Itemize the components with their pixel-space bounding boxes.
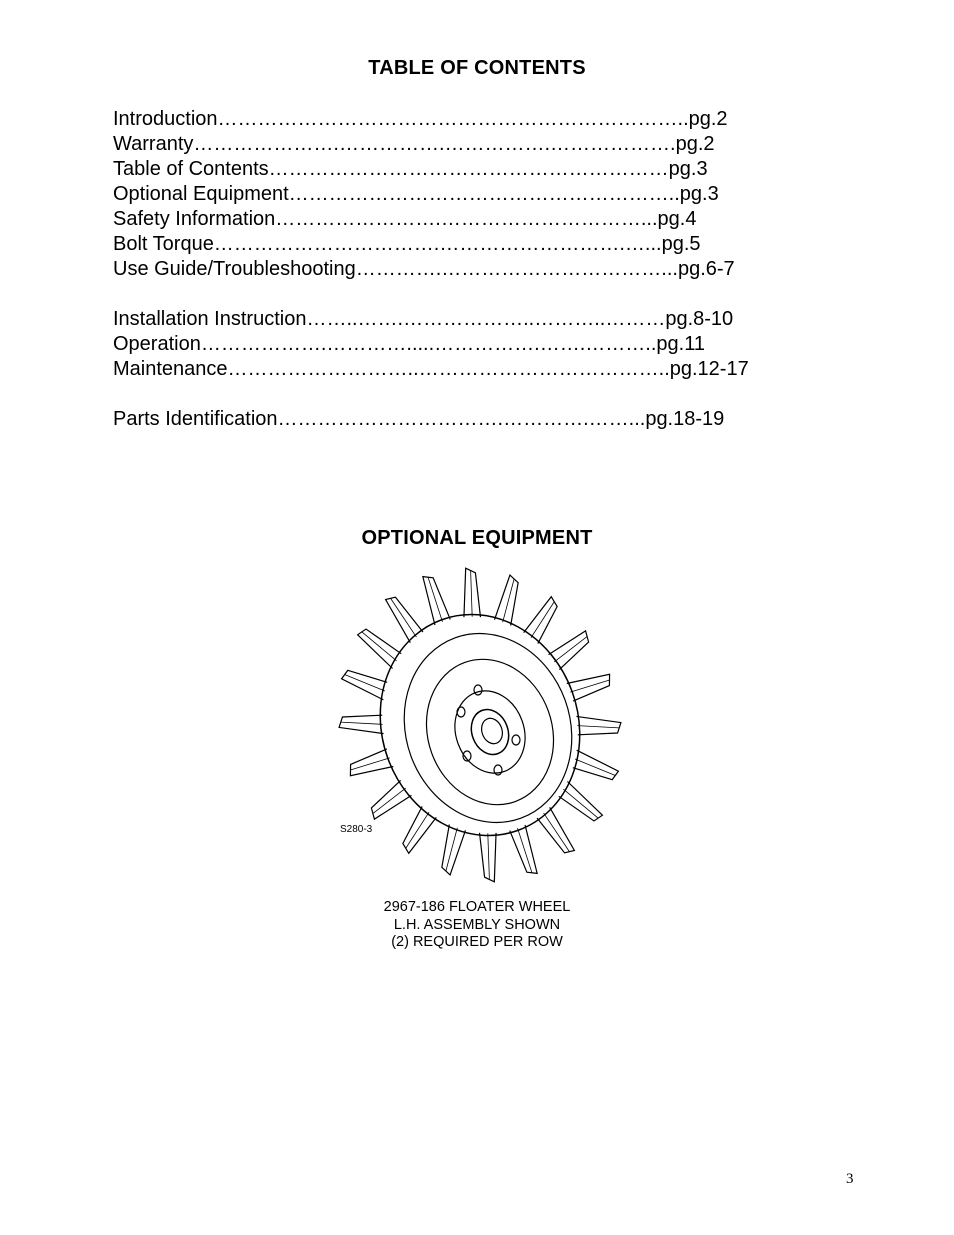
toc-entry-introduction: Introduction……………………………………………………………..pg.2 xyxy=(113,108,728,130)
toc-entry-table-of-contents: Table of Contents……………………………………………………pg.3 xyxy=(113,158,708,180)
wheel-tooth xyxy=(342,670,388,699)
figure-label: S280-3 xyxy=(340,824,373,835)
table-of-contents xyxy=(113,107,853,432)
wheel-tooth xyxy=(573,750,619,779)
figure-caption xyxy=(0,899,954,952)
toc-entry-use-guide: Use Guide/Troubleshooting………….……………………………...pg.6-7 xyxy=(113,258,735,280)
toc-entry-installation: Installation Instruction……..…….………………..………..………pg.8-10 xyxy=(113,308,734,330)
toc-title: TABLE OF CONTENTS xyxy=(368,57,586,79)
wheel-tooth-edge xyxy=(488,833,490,879)
wheel-tooth xyxy=(350,749,393,776)
wheel-tooth xyxy=(524,597,557,644)
wheel-tooth xyxy=(537,807,574,853)
wheel-tooth xyxy=(386,597,423,643)
toc-entry-parts-identification: Parts Identification…………………………….………….……...pg.18-19 xyxy=(113,408,725,430)
wheel-tooth-edge xyxy=(577,726,619,728)
wheel-tooth xyxy=(549,631,589,670)
caption-line-1: 2967-186 FLOATER WHEEL xyxy=(383,899,571,915)
toc-group-3 xyxy=(113,407,853,432)
toc-entry-bolt-torque: Bolt Torque…………………………….……………………….…...pg.5 xyxy=(113,233,701,255)
toc-entry-safety-information: Safety Information…………………….…………………………...pg.4 xyxy=(113,208,697,230)
toc-entry-optional-equipment: Optional Equipment…………………………………………………..pg.3 xyxy=(113,183,719,205)
wheel-tooth xyxy=(371,780,411,819)
wheel-tooth-edge xyxy=(345,674,385,690)
caption-line-2: L.H. ASSEMBLY SHOWN xyxy=(393,916,561,933)
wheel-tooth xyxy=(358,629,402,668)
caption-line-3: (2) REQUIRED PER ROW xyxy=(391,934,563,950)
toc-entry-operation: Operation……………….………….....…………….…….………..pg.11 xyxy=(113,333,705,355)
optional-equipment-title: OPTIONAL EQUIPMENT xyxy=(361,527,593,549)
wheel-tooth xyxy=(403,806,436,853)
floater-wheel-illustration xyxy=(330,560,630,885)
wheel-tooth-edge xyxy=(471,570,473,616)
wheel-tooth-edge xyxy=(575,759,615,775)
page-number: 3 xyxy=(846,1171,854,1187)
toc-group-2 xyxy=(113,307,853,382)
wheel-tooth xyxy=(559,782,603,821)
wheel-tooth-edge xyxy=(341,722,383,724)
toc-entry-warranty: Warranty………………….…………….…………….……………….pg.2 xyxy=(113,133,715,155)
toc-entry-maintenance: Maintenance………………………..………………………………..pg.12-17 xyxy=(113,358,749,380)
toc-group-1 xyxy=(113,107,853,282)
wheel-tooth xyxy=(567,674,610,701)
